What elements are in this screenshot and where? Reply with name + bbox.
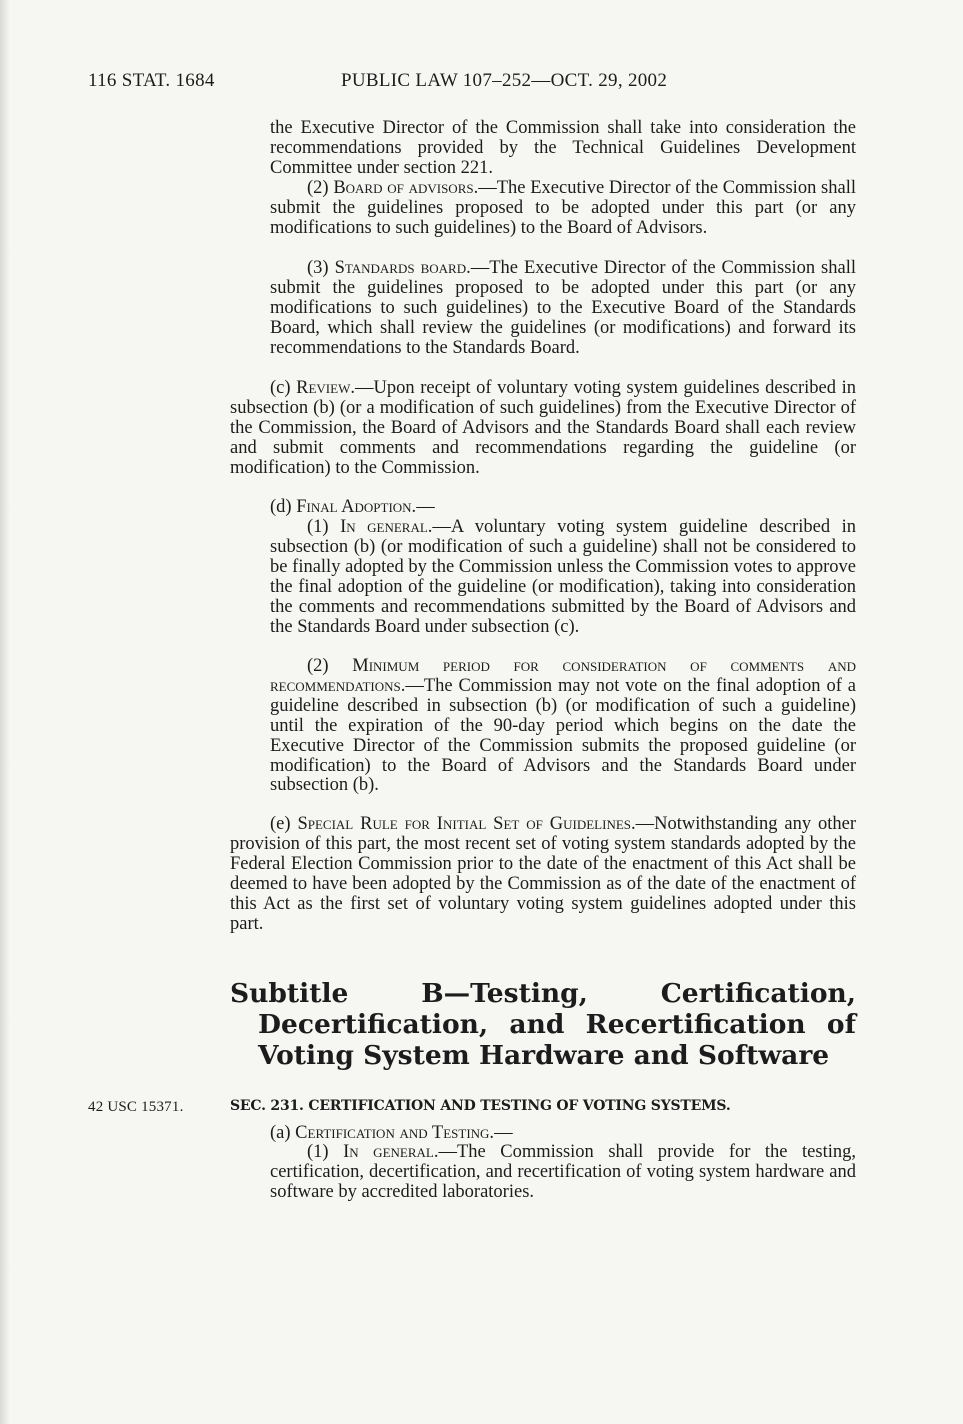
paragraph-text: —The Executive Director of the Commission shall submit the guidelines proposed to be adopted under this part (or any modifications to such guidelines) to the Board of Advisors. xyxy=(270,178,856,238)
paragraph-number: (1) xyxy=(307,1142,344,1162)
subsection-letter: (e) xyxy=(270,814,298,834)
paragraph-text: —The Commission may not vote on the final adoption of a guideline described in subsection (b) (or modification of such a guideline) until the expiration of the 90-day period which begins on the date the Executive Director of the Commission submits the proposed guideline (or modification) to the Board of Advisors and the Standards Board under subsection (b). xyxy=(270,675,856,796)
paragraph-heading: In general. xyxy=(343,1142,439,1162)
paragraph-number: (3) xyxy=(307,258,335,278)
subsection-heading: Certification and Testing. xyxy=(295,1123,495,1143)
section-heading: SEC. 231. CERTIFICATION AND TESTING OF VOTING SYSTEMS. xyxy=(230,1098,731,1114)
running-head: PUBLIC LAW 107–252—OCT. 29, 2002 xyxy=(341,70,668,91)
subsection-special-rule xyxy=(230,815,856,934)
subsection-final-adoption xyxy=(230,498,856,518)
paragraph-heading: Minimum period for consideration of comments and recommendations. xyxy=(270,656,856,696)
statute-page-number: 116 STAT. 1684 xyxy=(88,70,215,91)
paragraph-text: — xyxy=(494,1123,513,1143)
subsection-certification-and-testing xyxy=(230,1124,856,1144)
paragraph-heading: Standards board. xyxy=(334,258,471,278)
subsection-review xyxy=(230,379,856,479)
subsection-heading: Special Rule for Initial Set of Guidelines. xyxy=(297,814,636,834)
paragraph-text: —Notwithstanding any other provision of this part, the most recent set of voting system standards adopted by the Federal Election Commission prior to the date of the enactment of this Act shall be deemed to have been adopted by the Commission as of the date of the enactment of this Act as the first set of voluntary voting system guidelines adopted under this part. xyxy=(230,814,856,934)
paragraph-text: — xyxy=(416,497,435,517)
paragraph-in-general-certification xyxy=(270,1143,856,1203)
subsection-letter: (c) xyxy=(270,378,297,398)
paragraph-text: —The Executive Director of the Commission shall submit the guidelines proposed to be adopted under this part (or any modifications to such guidelines) to the Executive Board of the Standards Board, which shall review the guidelines (or modifications) and forward its recommendations to the Standards Board. xyxy=(270,258,856,358)
paragraph-heading: Board of advisors. xyxy=(333,178,479,198)
subtitle-text: Subtitle B—Testing, Certification, Decertification, and Recertification of Voting System Hardware and Software xyxy=(230,978,856,1071)
paragraph-board-of-advisors xyxy=(270,179,856,239)
paragraph-continuation xyxy=(270,119,856,179)
subsection-heading: Final Adoption. xyxy=(296,497,417,517)
subsection-letter: (a) xyxy=(270,1123,296,1143)
paragraph-minimum-period xyxy=(270,657,856,796)
paragraph-text: —Upon receipt of voluntary voting system guidelines described in subsection (b) (or a modification of such guidelines) from the Executive Director of the Commission, the Board of Advisors and the Standards Board shall each review and submit comments and recommendations regarding the guideline (or modification) to the Commission. xyxy=(230,378,856,478)
paragraph-text: —A voluntary voting system guideline described in subsection (b) (or modification of such a guideline) shall not be considered to be finally adopted by the Commission unless the Commission votes to approve the final adoption of the guideline (or modification), taking into consideration the comments and recommendations submitted by the Board of Advisors and the Standards Board under subsection (c). xyxy=(270,517,856,637)
paragraph-text: the Executive Director of the Commission shall take into consideration the recommendations provided by the Technical Guidelines Development Committee under section 221. xyxy=(270,118,856,178)
paragraph-number: (1) xyxy=(307,517,341,537)
scan-edge-shadow xyxy=(0,0,10,1424)
subtitle-heading xyxy=(230,978,856,1071)
margin-citation: 42 USC 15371. xyxy=(88,1099,184,1115)
paragraph-standards-board xyxy=(270,259,856,359)
paragraph-heading: In general. xyxy=(340,517,433,537)
paragraph-in-general xyxy=(270,518,856,637)
paragraph-number: (2) xyxy=(307,656,353,676)
subsection-heading: Review. xyxy=(296,378,355,398)
paragraph-number: (2) xyxy=(307,178,334,198)
subsection-letter: (d) xyxy=(270,497,297,517)
paragraph-text: —The Commission shall provide for the testing, certification, decertification, and recertification of voting system hardware and software by accredited laboratories. xyxy=(270,1142,856,1202)
